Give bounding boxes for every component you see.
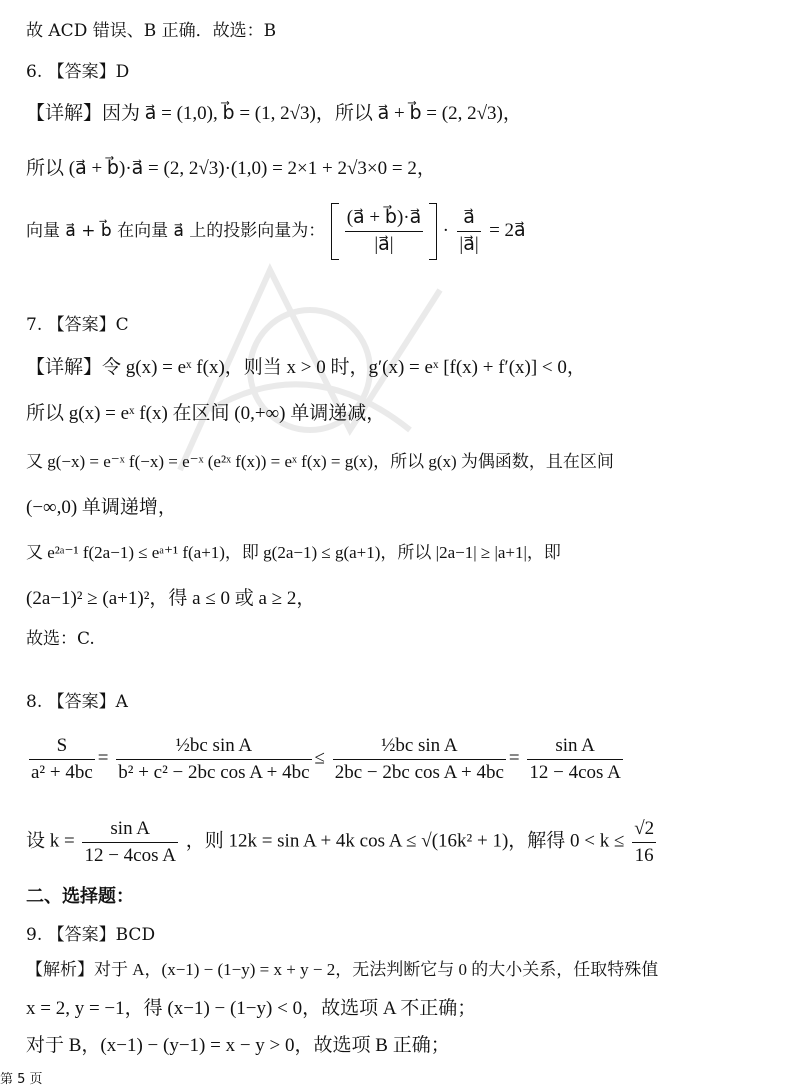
q8-answer-heading: 8. 【答案】A xyxy=(26,692,128,712)
q8-fraction-3 xyxy=(333,735,506,784)
q8-f1-denominator: a² + 4bc xyxy=(31,761,93,783)
q7-answer-heading: 7. 【答案】C xyxy=(26,315,129,335)
q7-explain-line-6: (2a−1)² ≥ (a+1)²，得 a ≤ 0 或 a ≥ 2， xyxy=(26,588,316,609)
q8-fraction-1 xyxy=(29,735,95,784)
q9-explain-line-2: x = 2, y = −1，得 (x−1) − (1−y) < 0，故选项 A 不正确； xyxy=(26,998,477,1019)
q8-f4-numerator: sin A xyxy=(527,735,622,760)
q9-explain-line-1: 【解析】对于 A，(x−1) − (1−y) = x + y − 2，无法判断它与 0 的大小关系，任取特殊值 xyxy=(26,960,659,979)
q6-projection-label: 向量 a⃗ + b⃗ 在向量 a⃗ 上的投影向量为： xyxy=(26,220,326,241)
q6-fraction-denominator: |a⃗| xyxy=(374,233,394,255)
q7-conclusion: 故选：C. xyxy=(26,629,95,649)
q7-explain-line-4: (−∞,0) 单调递增， xyxy=(26,497,177,518)
q9-explain-line-3: 对于 B，(x−1) − (y−1) = x − y > 0，故选项 B 正确； xyxy=(26,1035,450,1056)
q8-k-denominator: 12 − 4cos A xyxy=(84,844,176,866)
q8-f1-numerator: S xyxy=(29,735,95,760)
q8-bound-numerator: √2 xyxy=(632,818,656,843)
q8-inequality-chain: $\frac{S}{\text{a² + 4bc}}$ = $\frac{\text{½bc sin A}}{\text{b² + c² − 2bc cos A + 4bc}}$ ≤ $\frac{\text{½bc sin A}}{\text{2bc − 2bc cos A + 4bc}}$ = $\frac{\text{sin A}}{\text{12 − 4cos A}}$ xyxy=(31,735,621,783)
section-heading-2: 二、选择题： xyxy=(26,886,134,907)
q8-fraction-2 xyxy=(116,735,311,784)
q8-k-bound-fraction xyxy=(632,818,656,867)
q8-f2-denominator: b² + c² − 2bc cos A + 4bc xyxy=(118,761,310,783)
q8-k-numerator: sin A xyxy=(82,818,177,843)
page-footer: 第 5 页 xyxy=(0,1072,43,1087)
q6-unit-denominator: |a⃗| xyxy=(459,233,479,255)
q6-projection-bracket xyxy=(331,203,438,260)
q6-explain-line-1: 【详解】因为 a⃗ = (1,0), b⃗ = (1, 2√3)，所以 a⃗ + b⃗ = (2, 2√3)， xyxy=(26,103,522,124)
q6-fraction-numerator: (a⃗ + b⃗)·a⃗ xyxy=(345,207,424,232)
q8-k-derivation: ，则 12k = sin A + 4k cos A ≤ √(16k² + 1)，解得 0 < k ≤ xyxy=(185,830,625,852)
q8-f3-numerator: ½bc sin A xyxy=(333,735,506,760)
q8-f3-denominator: 2bc − 2bc cos A + 4bc xyxy=(334,761,504,783)
conclusion-line: 故 ACD 错误、B 正确．故选：B xyxy=(26,21,277,41)
q6-unit-numerator: a⃗ xyxy=(457,207,480,232)
q8-k-label: 设 k = xyxy=(26,830,75,852)
q9-answer-heading: 9. 【答案】BCD xyxy=(26,925,156,945)
q6-explain-line-2: 所以 (a⃗ + b⃗)·a⃗ = (2, 2√3)·(1,0) = 2×1 + 2√3×0 = 2， xyxy=(26,158,436,179)
q7-explain-line-1: 【详解】令 g(x) = eˣ f(x)，则当 x > 0 时，g′(x) = eˣ [f(x) + f′(x)] < 0， xyxy=(26,357,586,378)
q6-answer-heading: 6. 【答案】D xyxy=(26,62,130,82)
q8-f4-denominator: 12 − 4cos A xyxy=(529,761,621,783)
q8-k-fraction xyxy=(82,818,177,867)
q8-f2-numerator: ½bc sin A xyxy=(116,735,311,760)
q7-explain-line-2: 所以 g(x) = eˣ f(x) 在区间 (0,+∞) 单调递减， xyxy=(26,403,386,424)
q6-projection-result: = 2a⃗ xyxy=(489,219,526,241)
q8-fraction-4 xyxy=(527,735,622,784)
q6-projection-line: 向量 a⃗ + b⃗ 在向量 a⃗ 上的投影向量为： $\frac{(a⃗ + b⃗)\cdot a⃗}{|a⃗|}$ · $\frac{a⃗}{|a⃗|}$ = 2a⃗ xyxy=(26,203,786,260)
q6-projection-fraction xyxy=(345,207,424,256)
q6-unit-vector-fraction xyxy=(457,207,480,256)
q7-explain-line-5: 又 e²ᵃ⁻¹ f(2a−1) ≤ eᵃ⁺¹ f(a+1)，即 g(2a−1) ≤ g(a+1)，所以 |2a−1| ≥ |a+1|，即 xyxy=(26,543,561,562)
q7-explain-line-3: 又 g(−x) = e⁻ˣ f(−x) = e⁻ˣ (e²ˣ f(x)) = eˣ f(x) = g(x)，所以 g(x) 为偶函数，且在区间 xyxy=(26,452,614,471)
q8-bound-denominator: 16 xyxy=(634,844,654,866)
q8-k-line xyxy=(26,818,786,867)
